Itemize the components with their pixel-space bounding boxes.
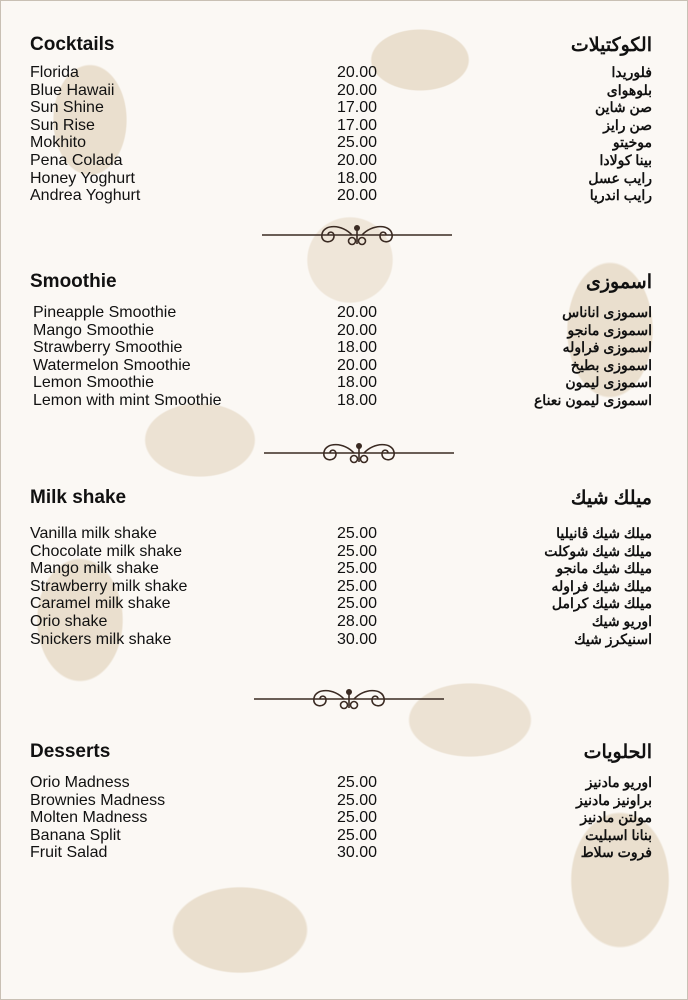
item-name-en: Mango milk shake (30, 560, 159, 578)
menu-item (0, 152, 688, 170)
item-price: 20.00 (337, 321, 378, 339)
item-name-en: Caramel milk shake (30, 595, 171, 613)
item-name-en: Fruit Salad (30, 844, 108, 862)
item-name-en: Banana Split (30, 826, 121, 844)
item-name-ar: اسموزى مانجو (567, 321, 652, 338)
menu-item (0, 99, 688, 117)
item-name-ar: بلوهواى (606, 81, 652, 98)
item-name-ar: اسموزى ليمون (565, 374, 652, 391)
section-title-en: Desserts (30, 741, 111, 762)
item-name-en: Orio shake (30, 612, 108, 630)
item-price: 25.00 (337, 542, 378, 560)
menu-item (0, 844, 688, 862)
item-price: 25.00 (337, 826, 378, 844)
item-name-ar: اسموزى ليمون نعناع (533, 391, 652, 408)
item-name-en: Orio Madness (30, 774, 130, 791)
item-name-ar: اسموزى بطيخ (570, 356, 652, 373)
item-name-en: Mango Smoothie (33, 321, 154, 339)
item-price: 25.00 (337, 560, 378, 578)
item-name-ar: صن رايز (603, 116, 652, 133)
item-price: 17.00 (337, 99, 378, 117)
menu-item (0, 134, 688, 152)
item-name-ar: ميلك شيك شوكلت (544, 542, 652, 559)
item-name-ar: بنانا اسبليت (585, 826, 652, 843)
menu-item (0, 170, 688, 188)
item-price: 18.00 (337, 391, 378, 409)
menu-item (0, 64, 688, 82)
menu-item (0, 187, 688, 205)
item-list (0, 304, 688, 410)
item-price: 25.00 (337, 525, 378, 542)
item-name-en: Andrea Yoghurt (30, 187, 141, 205)
section-title-ar: اسموزى (585, 272, 652, 293)
item-name-ar: براونيز مادنيز (576, 791, 652, 808)
section-title-ar: الحلويات (583, 742, 652, 763)
item-name-en: Honey Yoghurt (30, 169, 135, 187)
item-price: 20.00 (337, 356, 378, 374)
item-name-en: Strawberry Smoothie (33, 339, 183, 357)
section-title-en: Cocktails (30, 34, 115, 55)
menu-item (0, 613, 688, 631)
ornament-divider-icon (254, 684, 444, 714)
item-name-en: Vanilla milk shake (30, 525, 157, 542)
menu-item (0, 117, 688, 135)
item-price: 18.00 (337, 169, 378, 187)
item-name-en: Mokhito (30, 134, 87, 152)
menu-item (0, 560, 688, 578)
item-name-en: Sun Shine (30, 99, 104, 117)
menu-item (0, 357, 688, 375)
item-price: 20.00 (337, 81, 378, 99)
menu-item (0, 374, 688, 392)
section-title-en: Milk shake (30, 487, 127, 508)
item-price: 25.00 (337, 791, 378, 809)
menu-item (0, 82, 688, 100)
menu-item (0, 792, 688, 810)
item-name-ar: فلوريدا (611, 64, 652, 80)
item-name-en: Strawberry milk shake (30, 577, 188, 595)
item-price: 30.00 (337, 844, 378, 862)
item-name-en: Chocolate milk shake (30, 542, 183, 560)
item-list (0, 525, 688, 648)
item-name-ar: ميلك شيك كرامل (551, 595, 652, 612)
item-price: 17.00 (337, 116, 378, 134)
menu-item (0, 392, 688, 410)
menu-item (0, 339, 688, 357)
item-name-ar: فروت سلاط (580, 844, 652, 861)
item-name-ar: اسموزى فراوله (562, 339, 652, 356)
menu-item (0, 631, 688, 649)
item-price: 25.00 (337, 809, 378, 827)
item-name-ar: ميلك شيك فراوله (551, 577, 652, 594)
item-name-ar: اسنيكرز شيك (574, 630, 652, 647)
item-name-en: Molten Madness (30, 809, 148, 827)
item-name-en: Blue Hawaii (30, 81, 115, 99)
menu-item (0, 322, 688, 340)
item-list (0, 774, 688, 862)
section-title-en: Smoothie (30, 271, 117, 292)
item-name-ar: اوريو شيك (591, 612, 652, 629)
menu-item (0, 304, 688, 322)
section-title-ar: ميلك شيك (570, 488, 652, 509)
item-name-ar: رايب عسل (588, 169, 652, 186)
item-name-ar: ميلك شيك مانجو (556, 560, 652, 577)
menu-item (0, 774, 688, 792)
item-name-ar: بينا كولادا (599, 151, 652, 168)
item-price: 20.00 (337, 187, 378, 205)
item-price: 20.00 (337, 304, 378, 321)
item-price: 25.00 (337, 774, 378, 791)
item-price: 20.00 (337, 64, 378, 81)
item-name-ar: صن شاين (595, 99, 652, 116)
item-name-en: Pena Colada (30, 151, 123, 169)
item-price: 30.00 (337, 630, 378, 648)
item-price: 25.00 (337, 577, 378, 595)
item-name-ar: رايب اندريا (589, 187, 652, 204)
item-name-ar: مولتن مادنيز (580, 809, 652, 826)
item-list (0, 64, 688, 205)
item-price: 25.00 (337, 134, 378, 152)
item-price: 20.00 (337, 151, 378, 169)
item-price: 25.00 (337, 595, 378, 613)
item-name-ar: اوريو مادنيز (585, 774, 652, 790)
menu-item (0, 809, 688, 827)
item-name-ar: اسموزى اناناس (562, 304, 652, 320)
item-name-en: Snickers milk shake (30, 630, 172, 648)
section-title-ar: الكوكتيلات (570, 35, 652, 56)
item-price: 18.00 (337, 339, 378, 357)
item-name-en: Lemon with mint Smoothie (33, 391, 222, 409)
item-name-en: Watermelon Smoothie (33, 356, 191, 374)
menu-item (0, 525, 688, 543)
ornament-divider-icon (264, 438, 454, 468)
menu-item (0, 827, 688, 845)
item-name-ar: ميلك شيك ڤانيليا (556, 525, 652, 541)
menu-item (0, 595, 688, 613)
item-name-en: Lemon Smoothie (33, 374, 154, 392)
item-name-ar: موخيتو (612, 134, 652, 151)
item-name-en: Sun Rise (30, 116, 95, 134)
menu-item (0, 543, 688, 561)
item-price: 28.00 (337, 612, 378, 630)
item-name-en: Brownies Madness (30, 791, 166, 809)
item-name-en: Pineapple Smoothie (33, 304, 177, 321)
menu-item (0, 578, 688, 596)
item-price: 18.00 (337, 374, 378, 392)
ornament-divider-icon (262, 220, 452, 250)
item-name-en: Florida (30, 64, 79, 81)
